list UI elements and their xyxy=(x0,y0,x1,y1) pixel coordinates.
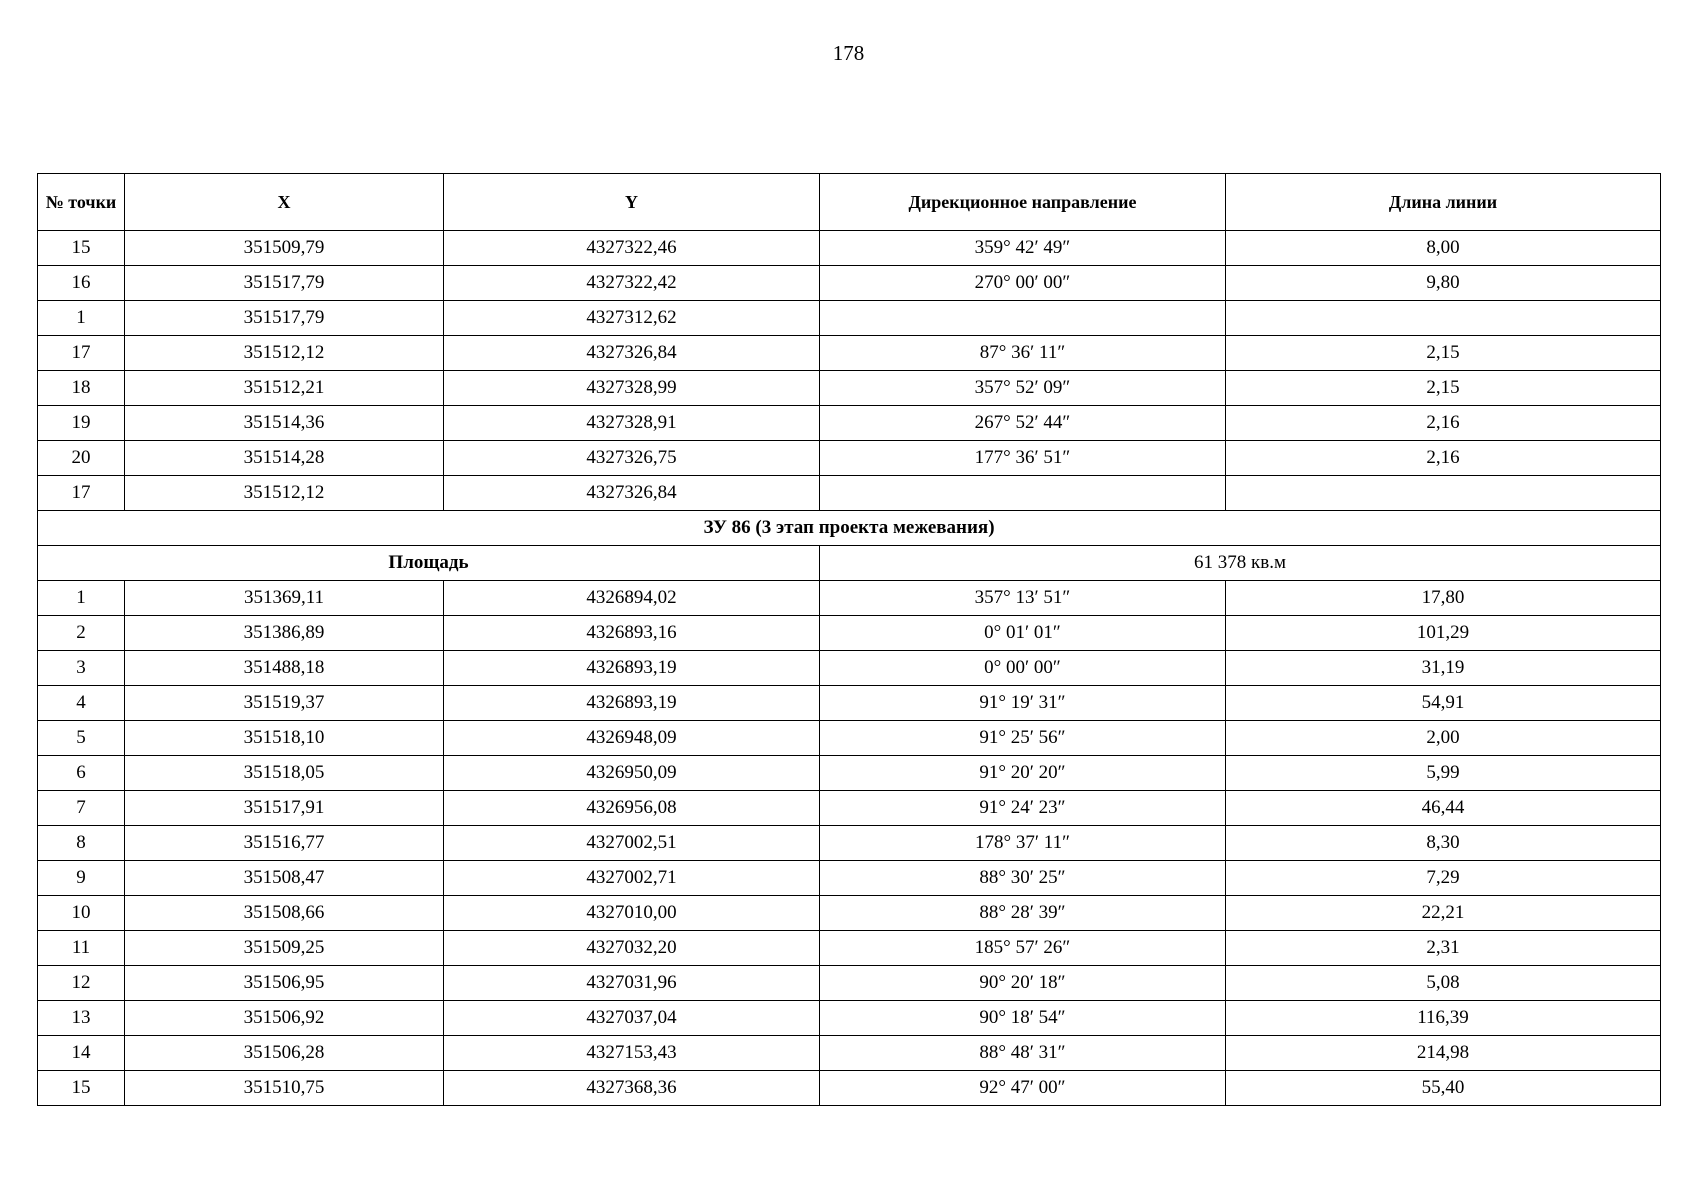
header-line-length: Длина линии xyxy=(1226,174,1661,231)
cell-line-length: 22,21 xyxy=(1226,896,1661,931)
section-block xyxy=(38,511,1661,581)
cell-x: 351519,37 xyxy=(125,686,444,721)
table-body-top xyxy=(38,231,1661,511)
cell-line-length: 2,16 xyxy=(1226,441,1661,476)
cell-point-number: 2 xyxy=(38,616,125,651)
cell-x: 351386,89 xyxy=(125,616,444,651)
cell-y: 4327312,62 xyxy=(444,301,820,336)
table-row xyxy=(38,476,1661,511)
cell-y: 4327010,00 xyxy=(444,896,820,931)
cell-x: 351509,79 xyxy=(125,231,444,266)
cell-x: 351518,10 xyxy=(125,721,444,756)
cell-x: 351512,21 xyxy=(125,371,444,406)
area-value: 61 378 кв.м xyxy=(820,546,1661,581)
cell-x: 351506,95 xyxy=(125,966,444,1001)
table-body-bottom xyxy=(38,581,1661,1106)
cell-point-number: 10 xyxy=(38,896,125,931)
cell-direction: 0° 00′ 00″ xyxy=(820,651,1226,686)
cell-y: 4327322,46 xyxy=(444,231,820,266)
cell-point-number: 13 xyxy=(38,1001,125,1036)
cell-line-length: 2,31 xyxy=(1226,931,1661,966)
area-row xyxy=(38,546,1661,581)
cell-x: 351512,12 xyxy=(125,476,444,511)
cell-y: 4327328,91 xyxy=(444,406,820,441)
cell-point-number: 5 xyxy=(38,721,125,756)
cell-y: 4327326,75 xyxy=(444,441,820,476)
cell-line-length: 101,29 xyxy=(1226,616,1661,651)
table-row xyxy=(38,441,1661,476)
cell-x: 351517,91 xyxy=(125,791,444,826)
cell-line-length: 2,15 xyxy=(1226,371,1661,406)
cell-point-number: 15 xyxy=(38,231,125,266)
cell-line-length: 2,00 xyxy=(1226,721,1661,756)
cell-y: 4327368,36 xyxy=(444,1071,820,1106)
table-row xyxy=(38,686,1661,721)
cell-point-number: 4 xyxy=(38,686,125,721)
cell-x: 351516,77 xyxy=(125,826,444,861)
cell-point-number: 17 xyxy=(38,336,125,371)
cell-line-length xyxy=(1226,301,1661,336)
header-y: Y xyxy=(444,174,820,231)
cell-y: 4326893,19 xyxy=(444,651,820,686)
cell-point-number: 12 xyxy=(38,966,125,1001)
table-row xyxy=(38,721,1661,756)
cell-point-number: 11 xyxy=(38,931,125,966)
table-row xyxy=(38,231,1661,266)
section-title: ЗУ 86 (3 этап проекта межевания) xyxy=(38,511,1661,546)
cell-y: 4327037,04 xyxy=(444,1001,820,1036)
cell-point-number: 19 xyxy=(38,406,125,441)
table-row xyxy=(38,861,1661,896)
table-row xyxy=(38,1036,1661,1071)
cell-direction xyxy=(820,476,1226,511)
cell-y: 4327002,71 xyxy=(444,861,820,896)
cell-line-length: 55,40 xyxy=(1226,1071,1661,1106)
cell-direction: 177° 36′ 51″ xyxy=(820,441,1226,476)
cell-y: 4326950,09 xyxy=(444,756,820,791)
coordinates-table xyxy=(37,173,1661,1106)
table-row xyxy=(38,966,1661,1001)
table-row xyxy=(38,756,1661,791)
cell-point-number: 7 xyxy=(38,791,125,826)
cell-y: 4326893,19 xyxy=(444,686,820,721)
cell-direction: 88° 48′ 31″ xyxy=(820,1036,1226,1071)
cell-point-number: 3 xyxy=(38,651,125,686)
table-row xyxy=(38,301,1661,336)
table-row xyxy=(38,931,1661,966)
cell-line-length: 5,08 xyxy=(1226,966,1661,1001)
cell-direction: 92° 47′ 00″ xyxy=(820,1071,1226,1106)
cell-line-length: 54,91 xyxy=(1226,686,1661,721)
table-row xyxy=(38,371,1661,406)
cell-y: 4327002,51 xyxy=(444,826,820,861)
cell-x: 351518,05 xyxy=(125,756,444,791)
table-row xyxy=(38,581,1661,616)
cell-line-length xyxy=(1226,476,1661,511)
cell-y: 4327153,43 xyxy=(444,1036,820,1071)
cell-line-length: 17,80 xyxy=(1226,581,1661,616)
cell-point-number: 16 xyxy=(38,266,125,301)
page-number: 178 xyxy=(832,41,865,65)
cell-direction: 90° 20′ 18″ xyxy=(820,966,1226,1001)
cell-x: 351514,28 xyxy=(125,441,444,476)
cell-x: 351510,75 xyxy=(125,1071,444,1106)
cell-line-length: 7,29 xyxy=(1226,861,1661,896)
cell-direction: 91° 20′ 20″ xyxy=(820,756,1226,791)
table-row xyxy=(38,1071,1661,1106)
header-x: X xyxy=(125,174,444,231)
cell-direction: 88° 28′ 39″ xyxy=(820,896,1226,931)
cell-point-number: 17 xyxy=(38,476,125,511)
cell-direction: 185° 57′ 26″ xyxy=(820,931,1226,966)
cell-x: 351517,79 xyxy=(125,301,444,336)
cell-y: 4327326,84 xyxy=(444,476,820,511)
cell-line-length: 214,98 xyxy=(1226,1036,1661,1071)
cell-x: 351508,47 xyxy=(125,861,444,896)
cell-point-number: 18 xyxy=(38,371,125,406)
cell-direction xyxy=(820,301,1226,336)
cell-x: 351514,36 xyxy=(125,406,444,441)
cell-point-number: 15 xyxy=(38,1071,125,1106)
table-row xyxy=(38,896,1661,931)
cell-x: 351488,18 xyxy=(125,651,444,686)
cell-direction: 359° 42′ 49″ xyxy=(820,231,1226,266)
table-row xyxy=(38,336,1661,371)
section-title-row xyxy=(38,511,1661,546)
cell-direction: 0° 01′ 01″ xyxy=(820,616,1226,651)
table-row xyxy=(38,651,1661,686)
cell-line-length: 31,19 xyxy=(1226,651,1661,686)
cell-y: 4327328,99 xyxy=(444,371,820,406)
cell-point-number: 1 xyxy=(38,301,125,336)
cell-point-number: 6 xyxy=(38,756,125,791)
cell-point-number: 14 xyxy=(38,1036,125,1071)
cell-x: 351508,66 xyxy=(125,896,444,931)
cell-x: 351506,92 xyxy=(125,1001,444,1036)
cell-y: 4327326,84 xyxy=(444,336,820,371)
cell-x: 351512,12 xyxy=(125,336,444,371)
cell-x: 351506,28 xyxy=(125,1036,444,1071)
cell-line-length: 9,80 xyxy=(1226,266,1661,301)
cell-direction: 91° 25′ 56″ xyxy=(820,721,1226,756)
cell-y: 4327031,96 xyxy=(444,966,820,1001)
cell-direction: 90° 18′ 54″ xyxy=(820,1001,1226,1036)
cell-x: 351509,25 xyxy=(125,931,444,966)
cell-direction: 267° 52′ 44″ xyxy=(820,406,1226,441)
cell-direction: 270° 00′ 00″ xyxy=(820,266,1226,301)
cell-direction: 91° 19′ 31″ xyxy=(820,686,1226,721)
cell-y: 4326894,02 xyxy=(444,581,820,616)
area-label: Площадь xyxy=(38,546,820,581)
header-direction: Дирекционное направление xyxy=(820,174,1226,231)
cell-direction: 178° 37′ 11″ xyxy=(820,826,1226,861)
cell-point-number: 1 xyxy=(38,581,125,616)
cell-y: 4326956,08 xyxy=(444,791,820,826)
table-header-row xyxy=(38,174,1661,231)
cell-direction: 88° 30′ 25″ xyxy=(820,861,1226,896)
cell-line-length: 46,44 xyxy=(1226,791,1661,826)
cell-y: 4327322,42 xyxy=(444,266,820,301)
table-row xyxy=(38,791,1661,826)
cell-point-number: 8 xyxy=(38,826,125,861)
cell-line-length: 2,16 xyxy=(1226,406,1661,441)
table-row xyxy=(38,826,1661,861)
cell-y: 4327032,20 xyxy=(444,931,820,966)
cell-direction: 91° 24′ 23″ xyxy=(820,791,1226,826)
table-row xyxy=(38,266,1661,301)
table-row xyxy=(38,1001,1661,1036)
cell-point-number: 20 xyxy=(38,441,125,476)
header-point-number: № точки xyxy=(38,174,125,231)
cell-line-length: 116,39 xyxy=(1226,1001,1661,1036)
table-row xyxy=(38,406,1661,441)
cell-direction: 357° 13′ 51″ xyxy=(820,581,1226,616)
cell-y: 4326893,16 xyxy=(444,616,820,651)
cell-direction: 357° 52′ 09″ xyxy=(820,371,1226,406)
cell-line-length: 2,15 xyxy=(1226,336,1661,371)
cell-line-length: 8,00 xyxy=(1226,231,1661,266)
cell-line-length: 8,30 xyxy=(1226,826,1661,861)
cell-line-length: 5,99 xyxy=(1226,756,1661,791)
cell-direction: 87° 36′ 11″ xyxy=(820,336,1226,371)
cell-x: 351369,11 xyxy=(125,581,444,616)
cell-y: 4326948,09 xyxy=(444,721,820,756)
cell-point-number: 9 xyxy=(38,861,125,896)
table-row xyxy=(38,616,1661,651)
cell-x: 351517,79 xyxy=(125,266,444,301)
